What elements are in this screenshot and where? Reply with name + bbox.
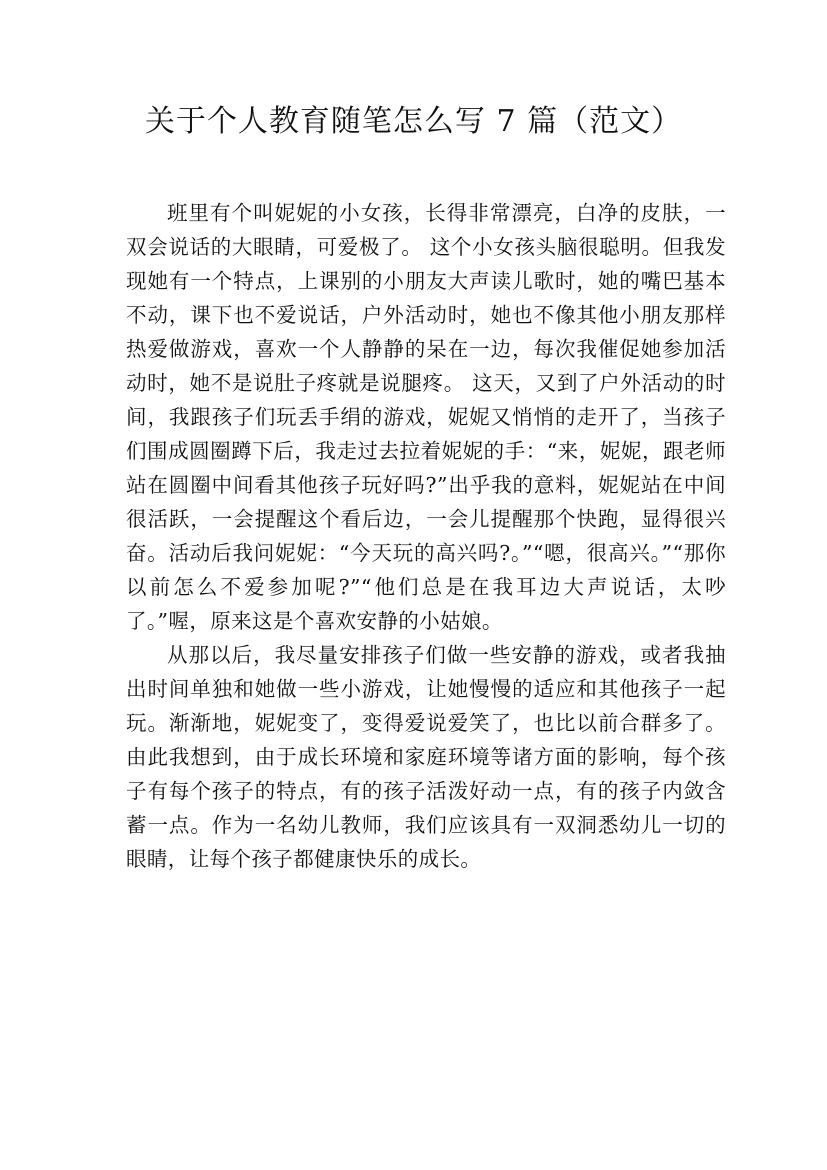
body-paragraph-2: 从那以后，我尽量安排孩子们做一些安静的游戏，或者我抽出时间单独和她做一些小游戏，让她慢慢的适应和其他孩子一起玩。渐渐地，妮妮变了，变得爱说爱笑了，也比以前合群多了。 由此我想到，由于成长环境和家庭环境等诸方面的影响，每个孩子有每个孩子的特点，有的孩子活泼好动一点，有的孩子内敛含蓄一点。作为一名幼儿教师，我们应该具有一双洞悉幼儿一切的眼睛，让每个孩子都健康快乐的成长。	[126, 643, 726, 871]
body-paragraph-1: 班里有个叫妮妮的小女孩，长得非常漂亮，白净的皮肤，一双会说话的大眼睛，可爱极了。 这个小女孩头脑很聪明。但我发现她有一个特点，上课别的小朋友大声读儿歌时，她的嘴巴基本不动，课下也不爱说话，户外活动时，她也不像其他小朋友那样热爱做游戏，喜欢一个人静静的呆在一边，每次我催促她参加活动时，她不是说肚子疼就是说腿疼。 这天，又到了户外活动的时间，我跟孩子们玩丢手绢的游戏，妮妮又悄悄的走开了，当孩子们围成圆圈蹲下后，我走过去拉着妮妮的手：“来，妮妮，跟老师站在圆圈中间看其他孩子玩好吗?”出乎我的意料，妮妮站在中间很活跃，一会提醒这个看后边，一会儿提醒那个快跑，显得很兴奋。活动后我问妮妮：“今天玩的高兴吗?。”“嗯，很高兴。”“那你以前怎么不爱参加呢?”“他们总是在我耳边大声说话，太吵了。”喔，原来这是个喜欢安静的小姑娘。	[126, 201, 726, 633]
document-title: 关于个人教育随笔怎么写 7 篇（范文）	[144, 104, 683, 139]
document-body	[126, 196, 726, 876]
